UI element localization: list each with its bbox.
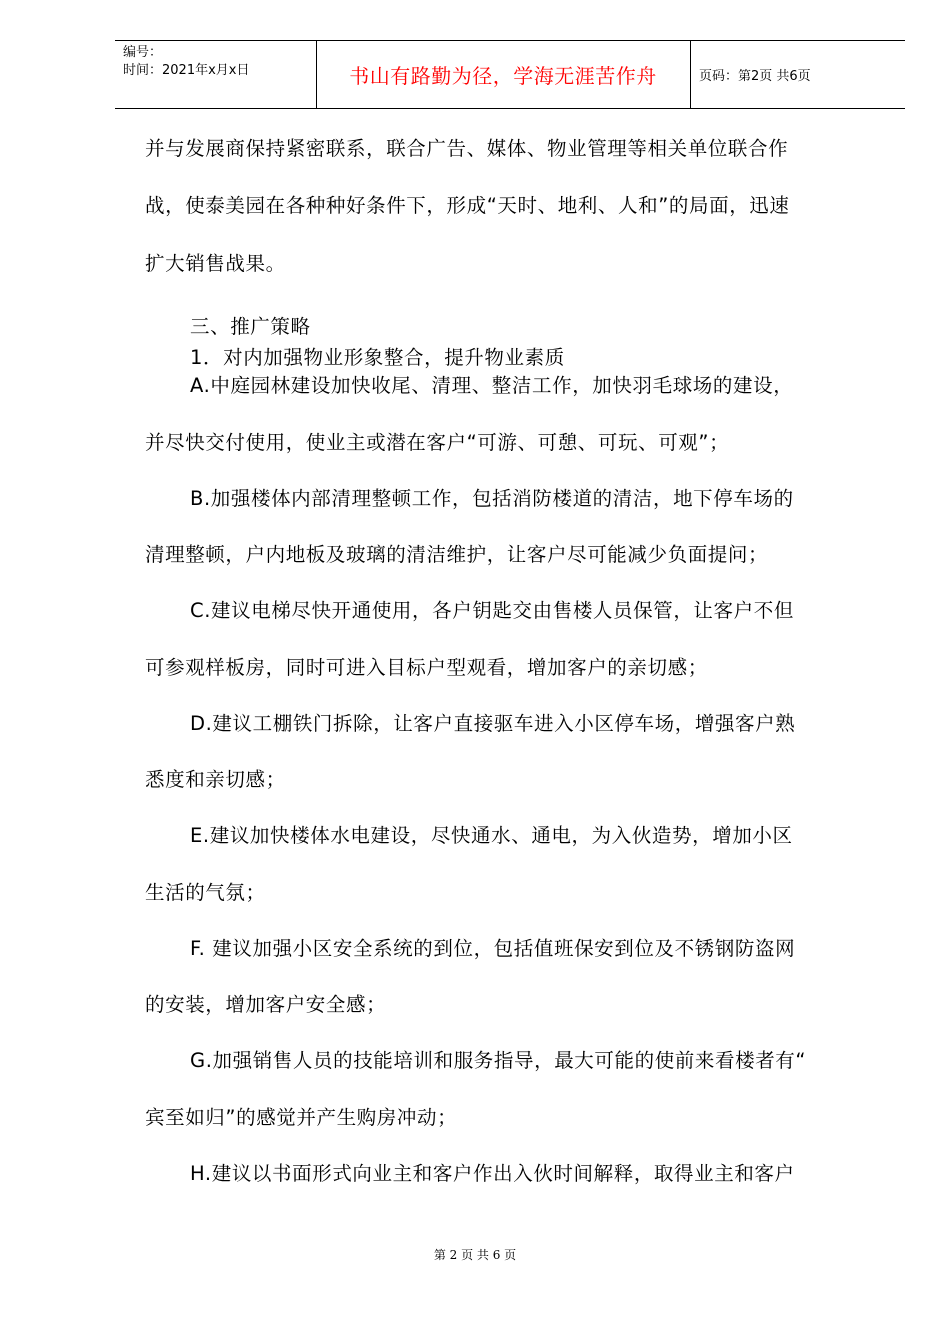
header-time: 时间：2021年x月x日 (123, 63, 250, 78)
body-line: 扩大销售战果。 (145, 252, 286, 275)
body-line: 悉度和亲切感； (145, 768, 286, 791)
section-heading: 三、推广策略 (190, 315, 311, 338)
body-line: 可参观样板房，同时可进入目标户型观看，增加客户的亲切感； (145, 656, 708, 679)
body-line: A.中庭园林建设加快收尾、清理、整洁工作，加快羽毛球场的建设， (190, 374, 794, 397)
body-line: D.建议工棚铁门拆除，让客户直接驱车进入小区停车场，增强客户熟 (190, 712, 796, 735)
body-line: 宾至如归”的感觉并产生购房冲动； (145, 1106, 458, 1129)
body-line: 并与发展商保持紧密联系，联合广告、媒体、物业管理等相关单位联合作 (145, 137, 789, 160)
body-line: 清理整顿，户内地板及玻璃的清洁维护，让客户尽可能减少负面提问； (145, 543, 769, 566)
body-line: C.建议电梯尽快开通使用，各户钥匙交由售楼人员保管，让客户不但 (190, 599, 794, 622)
body-line: 战，使泰美园在各种种好条件下，形成“天时、地利、人和”的局面，迅速 (145, 194, 790, 217)
header-meta (123, 44, 249, 80)
subsection-heading: 1．对内加强物业形象整合，提升物业素质 (190, 346, 565, 369)
header-page-number: 页码：第2页 共6页 (699, 69, 811, 84)
body-line: F. 建议加强小区安全系统的到位，包括值班保安到位及不锈钢防盗网 (190, 937, 796, 960)
body-line: B.加强楼体内部清理整顿工作，包括消防楼道的清洁，地下停车场的 (190, 487, 794, 510)
document-header (115, 40, 905, 109)
body-line: G.加强销售人员的技能培训和服务指导，最大可能的使前来看楼者有“ (190, 1049, 807, 1072)
body-line: 生活的气氛； (145, 881, 266, 904)
body-line: 并尽快交付使用，使业主或潜在客户“可游、可憩、可玩、可观”； (145, 431, 730, 454)
body-line: H.建议以书面形式向业主和客户作出入伙时间解释，取得业主和客户 (190, 1162, 795, 1185)
header-motto: 书山有路勤为径，学海无涯苦作舟 (349, 64, 657, 88)
body-line: 的安装，增加客户安全感； (145, 993, 387, 1016)
header-number: 编号： (123, 45, 163, 60)
page-footer: 第 2 页 共 6 页 (433, 1248, 517, 1262)
header-divider-right (690, 41, 691, 108)
body-line: E.建议加快楼体水电建设，尽快通水、通电，为入伙造势，增加小区 (190, 824, 793, 847)
